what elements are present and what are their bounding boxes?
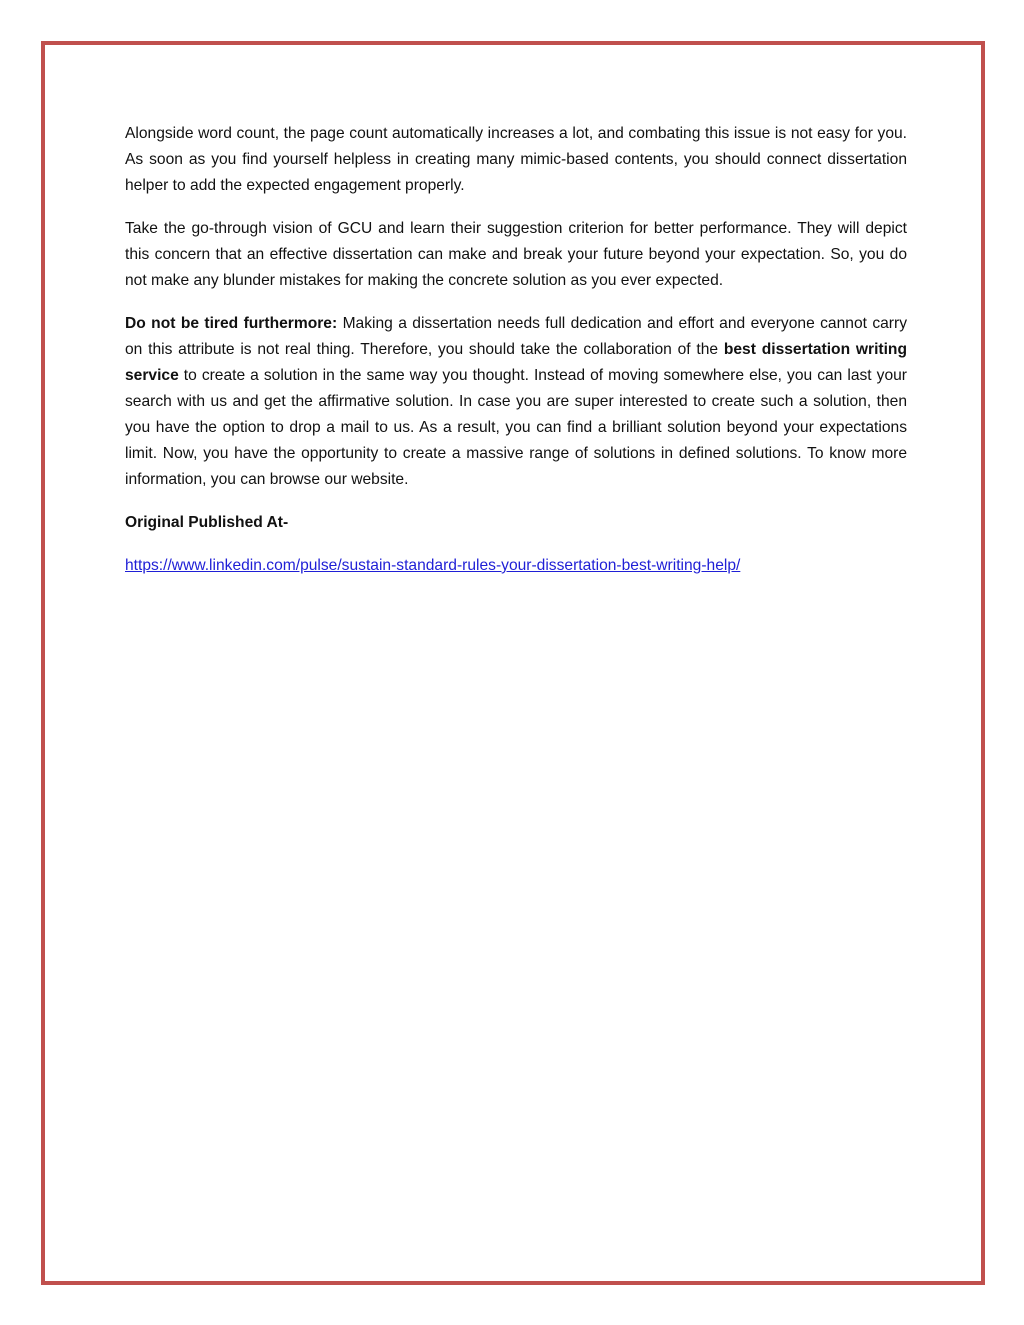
source-link[interactable]: https://www.linkedin.com/pulse/sustain-standard-rules-your-dissertation-best-writing-help/ <box>125 557 741 574</box>
paragraph-text-before-bold: Making a dissertation needs full dedication and effort and everyone cannot carry on this attribute is not real thing. Therefore, you should take the collaboration of the <box>125 315 907 358</box>
paragraph-text-after-bold: to create a solution in the same way you thought. Instead of moving somewhere else, you can last your search with us and get the affirmative solution. In case you are super interested to create such a solution, then you have the option to drop a mail to us. As a result, you can find a brilliant solution beyond your expectations limit. Now, you have the opportunity to create a massive range of solutions in defined solutions. To know more information, you can browse our website. <box>125 367 907 488</box>
document-content <box>125 121 907 596</box>
paragraph-dedication <box>125 311 907 493</box>
paragraph-gcu-vision: Take the go-through vision of GCU and learn their suggestion criterion for better performance. They will depict this concern that an effective dissertation can make and break your future beyond your expectation. So, you do not make any blunder mistakes for making the concrete solution as you ever expected. <box>125 220 907 289</box>
paragraph-lead-bold: Do not be tired furthermore: <box>125 315 338 332</box>
service-bold-phrase: best dissertation writing service <box>125 341 907 384</box>
paragraph-word-count: Alongside word count, the page count automatically increases a lot, and combating this issue is not easy for you. As soon as you find yourself helpless in creating many mimic-based contents, you should connect dissertation helper to add the expected engagement properly. <box>125 125 907 194</box>
source-heading: Original Published At- <box>125 514 289 531</box>
page-frame <box>41 41 985 1285</box>
